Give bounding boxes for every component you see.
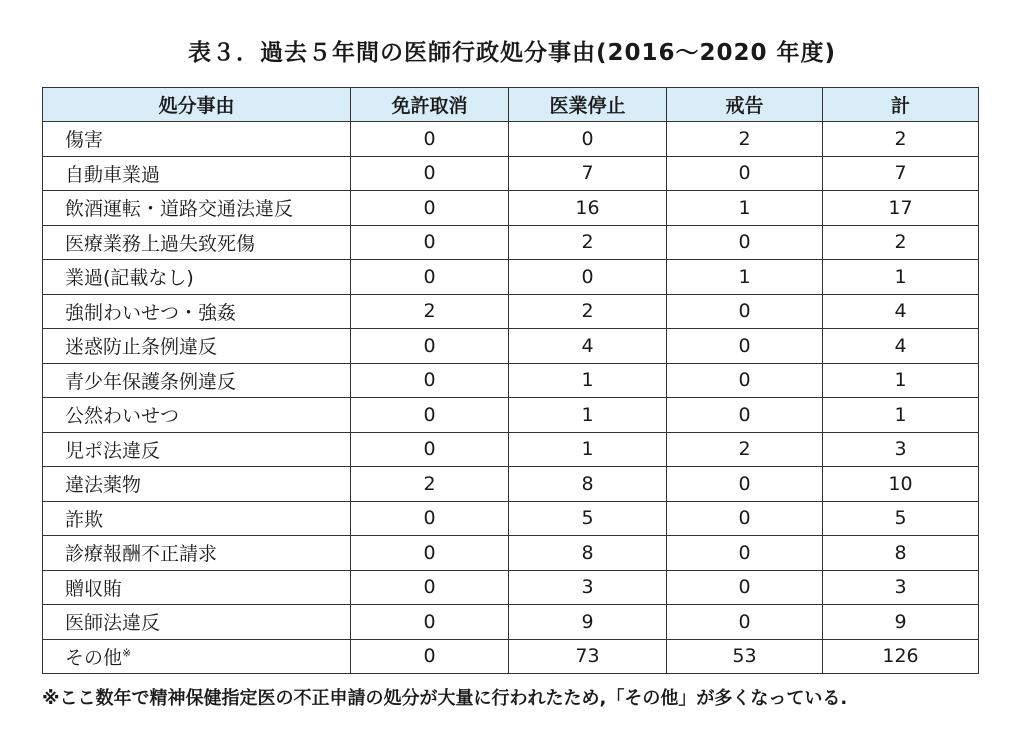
cell-reason: 医師法違反	[43, 605, 351, 640]
cell-reason: 傷害	[43, 122, 351, 157]
table-row	[43, 294, 979, 329]
header-reprimand: 戒告	[667, 88, 823, 122]
cell-reprimand: 1	[667, 260, 823, 295]
cell-reason: 公然わいせつ	[43, 398, 351, 433]
cell-revocation: 2	[351, 467, 509, 502]
cell-total: 17	[823, 191, 979, 226]
table-row	[43, 570, 979, 605]
cell-reprimand: 2	[667, 432, 823, 467]
cell-suspension: 5	[509, 501, 667, 536]
cell-total: 1	[823, 363, 979, 398]
cell-revocation: 0	[351, 225, 509, 260]
footnote-mark: ※	[122, 646, 132, 660]
cell-revocation: 0	[351, 122, 509, 157]
table-row	[43, 536, 979, 571]
cell-suspension: 8	[509, 536, 667, 571]
header-license-revocation: 免許取消	[351, 88, 509, 122]
cell-revocation: 0	[351, 536, 509, 571]
cell-suspension: 8	[509, 467, 667, 502]
cell-reprimand: 0	[667, 605, 823, 640]
cell-total: 10	[823, 467, 979, 502]
cell-revocation: 0	[351, 398, 509, 433]
cell-revocation: 0	[351, 156, 509, 191]
cell-suspension: 9	[509, 605, 667, 640]
cell-reason: 贈収賄	[43, 570, 351, 605]
cell-total: 5	[823, 501, 979, 536]
cell-total: 126	[823, 639, 979, 674]
cell-total: 9	[823, 605, 979, 640]
cell-reprimand: 0	[667, 570, 823, 605]
cell-suspension: 1	[509, 432, 667, 467]
table-row	[43, 363, 979, 398]
table-row	[43, 432, 979, 467]
cell-reason: 違法薬物	[43, 467, 351, 502]
cell-reprimand: 2	[667, 122, 823, 157]
cell-reprimand: 0	[667, 225, 823, 260]
cell-suspension: 1	[509, 363, 667, 398]
cell-suspension: 3	[509, 570, 667, 605]
table-row-other	[43, 639, 979, 674]
table-row	[43, 398, 979, 433]
cell-total: 1	[823, 398, 979, 433]
cell-reason: 診療報酬不正請求	[43, 536, 351, 571]
cell-suspension: 7	[509, 156, 667, 191]
table-row	[43, 329, 979, 364]
cell-revocation: 0	[351, 191, 509, 226]
cell-reprimand: 0	[667, 363, 823, 398]
cell-revocation: 0	[351, 570, 509, 605]
cell-revocation: 0	[351, 363, 509, 398]
cell-reason: 詐欺	[43, 501, 351, 536]
footnote: ※ここ数年で精神保健指定医の不正申請の処分が大量に行われたため,「その他」が多くなっている.	[42, 688, 848, 709]
cell-suspension: 1	[509, 398, 667, 433]
table-row	[43, 260, 979, 295]
cell-reason: 迷惑防止条例違反	[43, 329, 351, 364]
cell-reprimand: 0	[667, 536, 823, 571]
cell-reprimand: 1	[667, 191, 823, 226]
table-row	[43, 225, 979, 260]
cell-reprimand: 0	[667, 467, 823, 502]
header-row	[43, 88, 979, 122]
cell-revocation: 0	[351, 501, 509, 536]
cell-reason	[43, 639, 351, 674]
cell-reason: 医療業務上過失致死傷	[43, 225, 351, 260]
table-row	[43, 467, 979, 502]
cell-total: 3	[823, 432, 979, 467]
cell-reason: 飲酒運転・道路交通法違反	[43, 191, 351, 226]
cell-reason: 強制わいせつ・強姦	[43, 294, 351, 329]
disposition-table	[42, 87, 979, 674]
cell-revocation: 0	[351, 260, 509, 295]
cell-revocation: 0	[351, 329, 509, 364]
cell-suspension: 16	[509, 191, 667, 226]
cell-revocation: 0	[351, 432, 509, 467]
cell-reason: 自動車業過	[43, 156, 351, 191]
header-reason: 処分事由	[43, 88, 351, 122]
cell-suspension: 73	[509, 639, 667, 674]
table-row	[43, 501, 979, 536]
cell-total: 2	[823, 225, 979, 260]
cell-total: 4	[823, 329, 979, 364]
other-label: その他	[65, 646, 123, 669]
cell-revocation: 0	[351, 639, 509, 674]
header-total: 計	[823, 88, 979, 122]
cell-reprimand: 0	[667, 156, 823, 191]
cell-total: 7	[823, 156, 979, 191]
cell-reprimand: 0	[667, 501, 823, 536]
cell-suspension: 0	[509, 260, 667, 295]
cell-total: 2	[823, 122, 979, 157]
cell-reprimand: 0	[667, 329, 823, 364]
cell-suspension: 2	[509, 294, 667, 329]
cell-reason: 業過(記載なし)	[43, 260, 351, 295]
cell-total: 1	[823, 260, 979, 295]
cell-total: 8	[823, 536, 979, 571]
cell-suspension: 4	[509, 329, 667, 364]
table-row	[43, 191, 979, 226]
cell-reason: 児ポ法違反	[43, 432, 351, 467]
table-row	[43, 605, 979, 640]
cell-total: 3	[823, 570, 979, 605]
cell-reprimand: 0	[667, 398, 823, 433]
cell-suspension: 2	[509, 225, 667, 260]
table-row	[43, 122, 979, 157]
table-row	[43, 156, 979, 191]
cell-revocation: 2	[351, 294, 509, 329]
cell-suspension: 0	[509, 122, 667, 157]
cell-revocation: 0	[351, 605, 509, 640]
cell-reason: 青少年保護条例違反	[43, 363, 351, 398]
header-practice-suspension: 医業停止	[509, 88, 667, 122]
cell-total: 4	[823, 294, 979, 329]
cell-reprimand: 0	[667, 294, 823, 329]
cell-reprimand: 53	[667, 639, 823, 674]
table-title: 表３．過去５年間の医師行政処分事由(2016〜2020 年度)	[187, 40, 837, 66]
